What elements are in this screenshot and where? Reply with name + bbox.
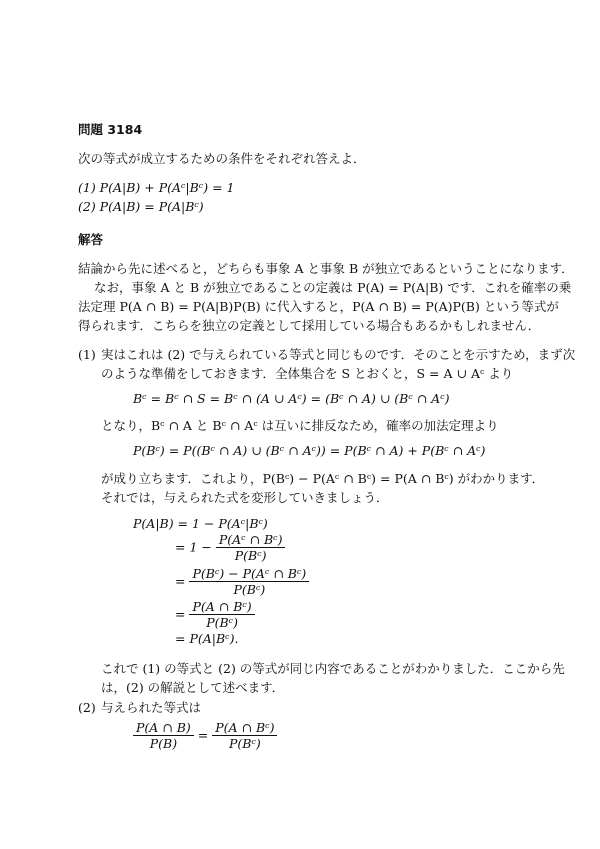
part2-equation: $\frac{P(A \cap B)}{P(B)}$ = $\frac{\text{P(A ∩ Bᶜ)}}{\text{P(Bᶜ)}}$ [133,720,277,751]
answer-heading: 解答 [78,232,104,247]
derivation-line-2: = 1 − $\frac{\text{P(Aᶜ ∩ Bᶜ)}}{\text{P(Bᶜ)}}$ [175,532,285,563]
part1-text-6: これで (1) の等式と (2) の等式が同じ内容であることがわかりました．ここから先 [101,661,565,676]
part2-label: (2) [78,700,96,715]
part1-text-7: は，(2) の解説として述べます． [101,680,285,695]
part1-eq-2: P(Bᶜ) = P((Bᶜ ∩ A) ∪ (Bᶜ ∩ Aᶜ)) = P(Bᶜ ∩ A) + P(Bᶜ ∩ Aᶜ) [133,443,486,458]
part1-text-1: 実はこれは (2) で与えられている等式と同じものです．そのことを示すため，まず次 [101,347,576,362]
derivation-line-3: = $\frac{\text{P(Bᶜ) − P(Aᶜ ∩ Bᶜ)}}{\text{P(Bᶜ)}}$ [175,566,309,597]
intro-line-1: 結論から先に述べると，どちらも事象 A と事象 B が独立であるということになります． [78,261,574,276]
problem-title: 問題 3184 [78,122,143,137]
derivation-line-5: = P(A|Bᶜ). [175,631,239,646]
part2-text-1: 与えられた等式は [101,700,202,715]
intro-line-2: なお，事象 A と B が独立であることの定義は P(A) = P(A|B) です．これを確率の乗 [94,280,572,295]
item-2: (2) P(A|B) = P(A|Bᶜ) [78,199,204,214]
question-text: 次の等式が成立するための条件をそれぞれ答えよ． [78,151,366,166]
part1-text-2: のような準備をしておきます．全体集合を S とおくと，S = A ∪ Aᶜ より [101,366,514,381]
part1-text-4: が成り立ちます．これより，P(Bᶜ) − P(Aᶜ ∩ Bᶜ) = P(A ∩ Bᶜ) がわかります． [101,471,545,486]
derivation-line-1: P(A|B) = 1 − P(Aᶜ|Bᶜ) [133,516,268,531]
part1-text-5: それでは，与えられた式を変形していきましょう． [101,490,389,505]
intro-line-3: 法定理 P(A ∩ B) = P(A|B)P(B) に代入すると，P(A ∩ B) = P(A)P(B) という等式が [78,299,559,314]
derivation-line-4: = $\frac{\text{P(A ∩ Bᶜ)}}{\text{P(Bᶜ)}}$ [175,599,255,630]
item-1: (1) P(A|B) + P(Aᶜ|Bᶜ) = 1 [78,180,235,195]
intro-line-4: 得られます．こちらを独立の定義として採用している場合もあるかもしれません． [78,318,541,333]
part1-eq-1: Bᶜ = Bᶜ ∩ S = Bᶜ ∩ (A ∪ Aᶜ) = (Bᶜ ∩ A) ∪ (Bᶜ ∩ Aᶜ) [133,391,450,406]
part1-text-3: となり，Bᶜ ∩ A と Bᶜ ∩ Aᶜ は互いに排反なため，確率の加法定理より [101,418,499,433]
part1-label: (1) [78,347,96,362]
